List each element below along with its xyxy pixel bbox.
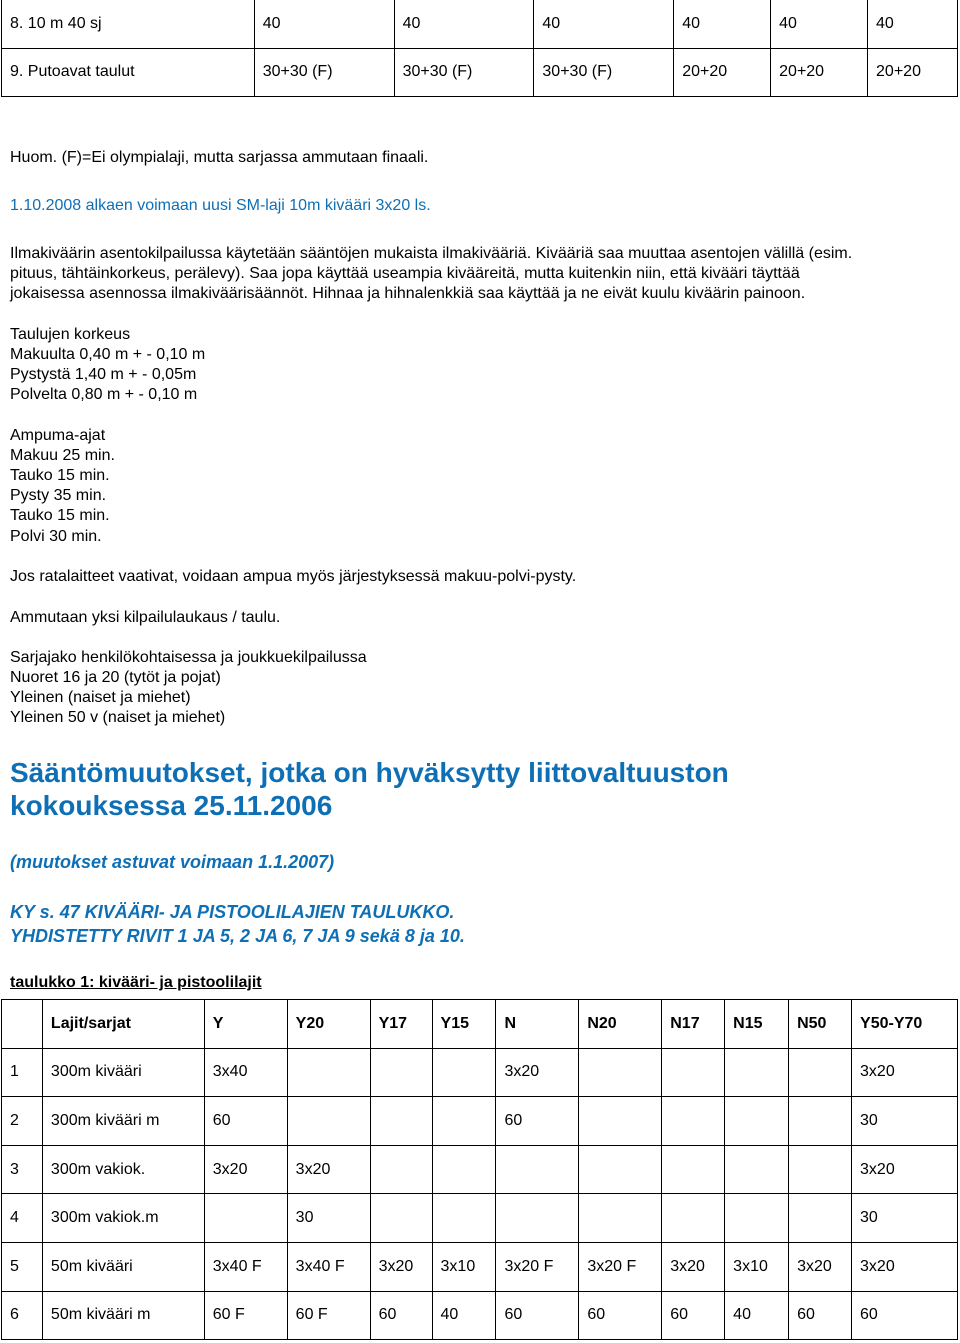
- table-cell: 3x20: [789, 1242, 852, 1291]
- table-cell: 40: [674, 0, 771, 48]
- table-cell: 60: [496, 1291, 579, 1340]
- table-cell: 60 F: [287, 1291, 370, 1340]
- classes-line: Nuoret 16 ja 20 (tytöt ja pojat): [10, 669, 221, 686]
- column-header: Y17: [370, 1000, 432, 1049]
- table-cell: [432, 1194, 496, 1243]
- table-cell: [579, 1097, 662, 1146]
- table-cell: 300m kivääri: [42, 1048, 204, 1097]
- heights-line: Polvelta 0,80 m + - 0,10 m: [10, 386, 198, 403]
- column-header: Y50-Y70: [852, 1000, 958, 1049]
- table-cell: [370, 1097, 432, 1146]
- table-cell: 1: [2, 1048, 43, 1097]
- table-header-row: [2, 1000, 958, 1049]
- table-cell: [662, 1145, 725, 1194]
- table-cell: 3x20: [370, 1242, 432, 1291]
- table-cell: 30: [852, 1097, 958, 1146]
- column-header: [2, 1000, 43, 1049]
- ky-line-1: KY s. 47 KIVÄÄRI- JA PISTOOLILAJIEN TAULUKKO.: [10, 902, 455, 922]
- table-cell: 40: [254, 0, 394, 48]
- table-cell: 3x20 F: [579, 1242, 662, 1291]
- table-cell: [662, 1097, 725, 1146]
- table-cell: 40: [432, 1291, 496, 1340]
- table-cell: 60: [370, 1291, 432, 1340]
- note-huom: Huom. (F)=Ei olympialaji, mutta sarjassa ammutaan finaali.: [10, 149, 429, 166]
- table-row: [2, 1194, 958, 1243]
- heights-line: Pystystä 1,40 m + - 0,05m: [10, 366, 197, 383]
- column-header: Y15: [432, 1000, 496, 1049]
- table-cell: 30: [852, 1194, 958, 1243]
- table-cell: [725, 1097, 789, 1146]
- column-header: N15: [725, 1000, 789, 1049]
- table-cell: 3x10: [432, 1242, 496, 1291]
- table-cell: 2: [2, 1097, 43, 1146]
- table-cell: [789, 1145, 852, 1194]
- table-cell: [287, 1097, 370, 1146]
- table-cell: 50m kivääri m: [42, 1291, 204, 1340]
- classes-line: Yleinen 50 v (naiset ja miehet): [10, 709, 226, 726]
- times-line: Makuu 25 min.: [10, 447, 115, 464]
- table-cell: [370, 1194, 432, 1243]
- rules-line-2: pituus, tähtäinkorkeus, perälevy). Saa jopa käyttää useampia kivääreitä, mutta kuitenkin niin, että kivääri täyttää: [10, 265, 800, 282]
- table-cell: [432, 1048, 496, 1097]
- table-cell: 3x20: [287, 1145, 370, 1194]
- classes-title: Sarjajako henkilökohtaisessa ja joukkuekilpailussa: [10, 649, 367, 666]
- table-cell: 60: [852, 1291, 958, 1340]
- section-heading-line-2: kokouksessa 25.11.2006: [10, 790, 333, 821]
- table-cell: [579, 1145, 662, 1194]
- times-title: Ampuma-ajat: [10, 427, 106, 444]
- table-cell: 30+30 (F): [394, 48, 534, 96]
- table-cell: [432, 1097, 496, 1146]
- note-shots: Ammutaan yksi kilpailulaukaus / taulu.: [10, 609, 281, 626]
- times-line: Tauko 15 min.: [10, 507, 110, 524]
- table-row: [2, 1242, 958, 1291]
- table-cell: 20+20: [674, 48, 771, 96]
- table-cell: 6: [2, 1291, 43, 1340]
- table-cell: 60 F: [204, 1291, 287, 1340]
- column-header: N20: [579, 1000, 662, 1049]
- effective-date: (muutokset astuvat voimaan 1.1.2007): [10, 852, 335, 872]
- table-cell: 40: [394, 0, 534, 48]
- table-cell: 40: [868, 0, 958, 48]
- rules-line-3: jokaisessa asennossa ilmakiväärisäännöt. Hihnaa ja hihnalenkkiä saa käyttää ja ne eivät kuulu kiväärin painoon.: [10, 285, 806, 302]
- table-cell: [370, 1145, 432, 1194]
- table-cell: 60: [579, 1291, 662, 1340]
- table-cell: 60: [204, 1097, 287, 1146]
- table-cell: 3x20: [852, 1145, 958, 1194]
- heights-line: Makuulta 0,40 m + - 0,10 m: [10, 346, 206, 363]
- table-cell: [496, 1194, 579, 1243]
- table-cell: 60: [496, 1097, 579, 1146]
- table-cell: 300m kivääri m: [42, 1097, 204, 1146]
- table-cell: [662, 1048, 725, 1097]
- table-cell: 9. Putoavat taulut: [2, 48, 255, 96]
- table-cell: 40: [725, 1291, 789, 1340]
- table-cell: 3x40 F: [287, 1242, 370, 1291]
- table-cell: 60: [662, 1291, 725, 1340]
- column-header: Y20: [287, 1000, 370, 1049]
- table-cell: 3: [2, 1145, 43, 1194]
- column-header: N: [496, 1000, 579, 1049]
- table-cell: [725, 1194, 789, 1243]
- table-cell: 300m vakiok.: [42, 1145, 204, 1194]
- table-cell: 3x20: [852, 1048, 958, 1097]
- heights-title: Taulujen korkeus: [10, 326, 131, 343]
- table-cell: [725, 1145, 789, 1194]
- table-cell: 3x20: [852, 1242, 958, 1291]
- table-cell: 50m kivääri: [42, 1242, 204, 1291]
- table-cell: 5: [2, 1242, 43, 1291]
- table-cell: [287, 1048, 370, 1097]
- table-row: [2, 0, 958, 48]
- table-cell: [789, 1194, 852, 1243]
- column-header: N50: [789, 1000, 852, 1049]
- table-cell: 8. 10 m 40 sj: [2, 0, 255, 48]
- column-header: Y: [204, 1000, 287, 1049]
- table-cell: 30+30 (F): [534, 48, 674, 96]
- table-cell: [496, 1145, 579, 1194]
- table-cell: [204, 1194, 287, 1243]
- times-line: Polvi 30 min.: [10, 528, 102, 545]
- rifle-pistol-table: [1, 999, 958, 1340]
- table-caption: taulukko 1: kivääri- ja pistoolilajit: [10, 974, 262, 991]
- table-cell: [662, 1194, 725, 1243]
- rules-line-1: Ilmakiväärin asentokilpailussa käytetään sääntöjen mukaista ilmakivääriä. Kivääriä saa muuttaa asentojen välillä (esim.: [10, 245, 853, 262]
- note-order: Jos ratalaitteet vaativat, voidaan ampua myös järjestyksessä makuu-polvi-pysty.: [10, 568, 577, 585]
- top-results-table: [1, 0, 958, 97]
- table-cell: 40: [771, 0, 868, 48]
- table-cell: [370, 1048, 432, 1097]
- table-cell: 4: [2, 1194, 43, 1243]
- table-cell: 300m vakiok.m: [42, 1194, 204, 1243]
- table-cell: [789, 1097, 852, 1146]
- table-cell: 3x10: [725, 1242, 789, 1291]
- ky-line-2: YHDISTETTY RIVIT 1 JA 5, 2 JA 6, 7 JA 9 sekä 8 ja 10.: [10, 926, 465, 946]
- table-row: [2, 1291, 958, 1340]
- table-cell: [579, 1194, 662, 1243]
- column-header: N17: [662, 1000, 725, 1049]
- table-cell: 3x40 F: [204, 1242, 287, 1291]
- table-row: [2, 48, 958, 96]
- table-cell: 3x20 F: [496, 1242, 579, 1291]
- table-cell: [432, 1145, 496, 1194]
- table-cell: 3x20: [204, 1145, 287, 1194]
- table-cell: [789, 1048, 852, 1097]
- table-cell: [725, 1048, 789, 1097]
- table-cell: 3x20: [496, 1048, 579, 1097]
- table-cell: 40: [534, 0, 674, 48]
- section-heading-line-1: Sääntömuutokset, jotka on hyväksytty liittovaltuuston: [10, 757, 729, 788]
- table-cell: 3x40: [204, 1048, 287, 1097]
- note-new-event: 1.10.2008 alkaen voimaan uusi SM-laji 10m kivääri 3x20 ls.: [10, 197, 431, 214]
- table-cell: 30: [287, 1194, 370, 1243]
- table-cell: [579, 1048, 662, 1097]
- times-line: Tauko 15 min.: [10, 467, 110, 484]
- column-header: Lajit/sarjat: [42, 1000, 204, 1049]
- table-cell: 3x20: [662, 1242, 725, 1291]
- table-cell: 60: [789, 1291, 852, 1340]
- times-line: Pysty 35 min.: [10, 487, 107, 504]
- table-cell: 30+30 (F): [254, 48, 394, 96]
- table-row: [2, 1145, 958, 1194]
- table-cell: 20+20: [868, 48, 958, 96]
- classes-line: Yleinen (naiset ja miehet): [10, 689, 191, 706]
- table-cell: 20+20: [771, 48, 868, 96]
- table-row: [2, 1048, 958, 1097]
- table-row: [2, 1097, 958, 1146]
